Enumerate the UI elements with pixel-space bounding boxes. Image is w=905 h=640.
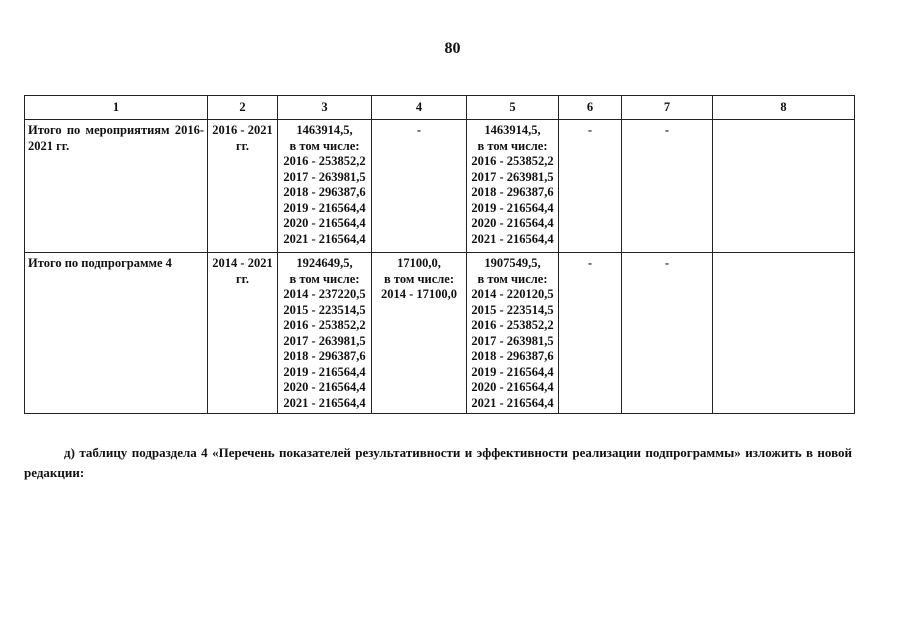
page-number: 80 [444,40,461,57]
amount-line: 2016 - 253852,2 [283,154,366,168]
column-header: 4 [372,96,467,120]
amount-line: 2019 - 216564,4 [283,364,366,379]
column-header: 2 [208,96,278,120]
amount-line: 1463914,5, [484,123,541,137]
notes-cell [713,120,855,253]
regional-funding-cell [467,253,559,414]
other-funding-cell: - [622,120,713,253]
amount-line: 2015 - 223514,5 [283,302,366,317]
amount-line: 2016 - 253852,2 [471,154,554,168]
amount-line: 2021 - 216564,4 [471,231,554,246]
amount-line: в том числе: [289,271,360,286]
amount-line: в том числе: [477,271,548,286]
federal-funding-cell [372,120,467,253]
amount-line: 2016 - 253852,2 [471,318,554,332]
table-header-row [25,96,855,120]
total-funding-cell [278,120,372,253]
amount-line: 1924649,5, [296,256,353,270]
amount-line: 2018 - 296387,6 [471,185,554,199]
row-name-cell: Итого по мероприятиям 2016-2021 гг. [25,120,208,253]
amount-line: 1463914,5, [296,123,353,137]
amount-line: 2021 - 216564,4 [471,395,554,410]
amount-line: 2018 - 296387,6 [283,185,366,199]
amount-line: 2019 - 216564,4 [471,364,554,379]
amount-line: - [416,123,422,137]
notes-cell [713,253,855,414]
amount-line: 2017 - 263981,5 [283,333,366,348]
regional-funding-cell [467,120,559,253]
column-header: 8 [713,96,855,120]
amount-line: 2020 - 216564,4 [283,380,366,394]
amount-line: 2020 - 216564,4 [283,216,366,230]
amount-line: 2018 - 296387,6 [283,349,366,363]
column-header: 5 [467,96,559,120]
amount-line: 2014 - 220120,5 [471,287,554,301]
amount-line: 2019 - 216564,4 [471,200,554,215]
table-row [25,253,855,414]
years-cell: 2014 - 2021 гг. [208,253,278,414]
local-funding-cell: - [559,120,622,253]
amount-line: 2015 - 223514,5 [471,302,554,317]
amount-line: 2021 - 216564,4 [283,395,366,410]
amount-line: в том числе: [289,138,360,153]
amount-line: в том числе: [383,271,455,286]
row-name-cell: Итого по подпрограмме 4 [25,253,208,414]
amount-line: 2020 - 216564,4 [471,380,554,394]
amount-line: 2017 - 263981,5 [471,169,554,184]
amount-line: 2019 - 216564,4 [283,200,366,215]
amount-line: 1907549,5, [484,256,541,270]
column-header: 3 [278,96,372,120]
years-cell: 2016 - 2021 гг. [208,120,278,253]
column-header: 6 [559,96,622,120]
total-funding-cell [278,253,372,414]
amount-line: 2021 - 216564,4 [283,231,366,246]
amendment-paragraph: д) таблицу подраздела 4 «Перечень показателей результативности и эффективности реализации подпрограммы» изложить в новой редакции: [24,445,852,480]
funding-table [24,95,855,414]
local-funding-cell: - [559,253,622,414]
amount-line: 2014 - 17100,0 [380,287,458,301]
table-row [25,120,855,253]
amount-line: в том числе: [477,138,548,153]
amount-line: 2014 - 237220,5 [283,287,366,301]
federal-funding-cell [372,253,467,414]
amount-line: 2018 - 296387,6 [471,349,554,363]
other-funding-cell: - [622,253,713,414]
column-header: 1 [25,96,208,120]
column-header: 7 [622,96,713,120]
amount-line: 2020 - 216564,4 [471,216,554,230]
amount-line: 17100,0, [397,256,441,270]
amount-line: 2017 - 263981,5 [471,333,554,348]
amount-line: 2016 - 253852,2 [283,318,366,332]
amount-line: 2017 - 263981,5 [283,169,366,184]
